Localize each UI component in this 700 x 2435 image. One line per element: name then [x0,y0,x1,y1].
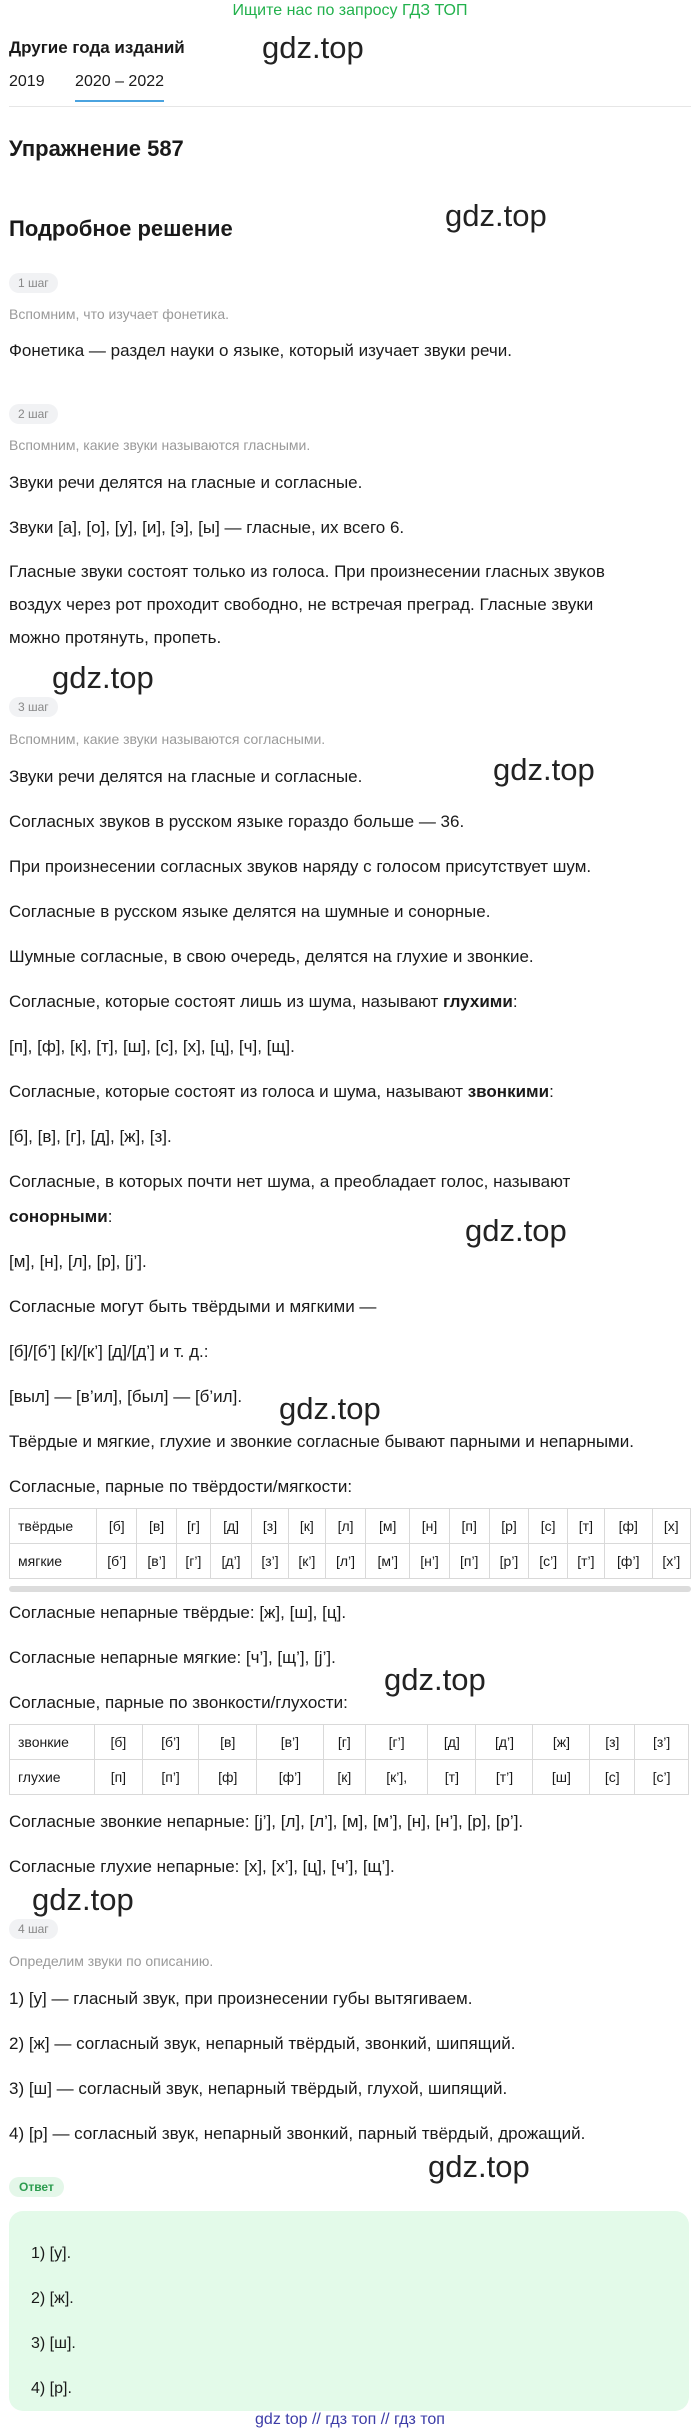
table-cell: [л’] [325,1544,366,1579]
table-cell: [б] [97,1509,137,1544]
step-hint: Определим звуки по описанию. [9,1953,214,1969]
table-cell: [м’] [366,1544,410,1579]
paragraph: Твёрдые и мягкие, глухие и звонкие согласные бывают парными и непарными. [9,1432,634,1451]
paragraph: [выл] — [в’ил], [был] — [б’ил]. [9,1387,243,1406]
year-tab-2019[interactable]: 2019 [9,73,45,90]
answer-box [9,2211,689,2411]
year-tabs [9,73,190,103]
paragraph: Гласные звуки состоят только из голоса. При произнесении гласных звуков воздух через рот проходит свободно, не встречая преград. Гласные звуки можно протянуть, пропеть. [9,562,605,647]
watermark: gdz.top [52,660,154,695]
table-cell: [с’] [529,1544,567,1579]
table-cell: [ш] [533,1760,590,1795]
table-cell: [з] [251,1509,288,1544]
table-cell: [р] [489,1509,529,1544]
table-cell: [т’] [567,1544,604,1579]
table-cell: [г] [323,1725,365,1760]
watermark: gdz.top [32,1882,134,1917]
paragraph-text: Согласные, которые состоят лишь из шума, называют [9,992,443,1011]
step-hint: Вспомним, что изучает фонетика. [9,306,229,322]
table-cell: [м] [366,1509,410,1544]
paragraph: [б], [в], [г], [д], [ж], [з]. [9,1127,172,1146]
exercise-title: Упражнение 587 [9,136,184,161]
table-cell: [ф’] [604,1544,652,1579]
footer-links[interactable]: gdz top // гдз топ // гдз топ [255,2411,445,2428]
paragraph: Согласные, парные по звонкости/глухости: [9,1693,348,1712]
table-cell: [п’] [142,1760,199,1795]
paragraph-text: Согласные, которые состоят из голоса и шума, называют [9,1082,468,1101]
paragraph: Звуки [а], [о], [у], [и], [э], [ы] — гласные, их всего 6. [9,518,405,537]
table-cell: [д] [428,1725,476,1760]
watermark: gdz.top [445,198,547,233]
table-cell: [к’] [289,1544,326,1579]
table-cell: [з’] [251,1544,288,1579]
paragraph: Согласные звонкие непарные: [j’], [л], [л’], [м], [м’], [н], [н’], [р], [р’]. [9,1812,524,1831]
paragraph: Согласные могут быть твёрдыми и мягкими — [9,1297,377,1316]
paragraph: Согласных звуков в русском языке гораздо больше — 36. [9,812,465,831]
paragraph: Согласные, парные по твёрдости/мягкости: [9,1477,353,1496]
list-item: 1) [у] — гласный звук, при произнесении губы вытягиваем. [9,1989,473,2008]
table-row-label: твёрдые [10,1509,97,1544]
answer-item: 3) [ш]. [31,2335,76,2352]
table-cell: [н] [410,1509,450,1544]
paragraph: Шумные согласные, в свою очередь, делятся на глухие и звонкие. [9,947,534,966]
table-cell: [с’] [635,1760,689,1795]
table-cell: [р’] [489,1544,529,1579]
table-cell: [к] [323,1760,365,1795]
watermark: gdz.top [465,1213,567,1248]
table-row-label: звонкие [10,1725,95,1760]
table-cell: [б] [95,1725,143,1760]
table-cell: [л] [325,1509,366,1544]
paragraph: Звуки речи делятся на гласные и согласные. [9,767,363,786]
term-voiced: звонкими [467,1082,550,1101]
table-cell: [в] [199,1725,257,1760]
watermark: gdz.top [262,30,364,65]
voiced-voiceless-table [9,1724,689,1795]
table-cell: [ф] [199,1760,257,1795]
other-years-title: Другие года изданий [9,38,185,57]
table-cell: [с] [529,1509,567,1544]
paragraph: Согласные непарные мягкие: [ч’], [щ’], [j’]. [9,1648,336,1667]
table-cell: [в] [137,1509,176,1544]
paragraph: [б]/[б’] [к]/[к’] [д]/[д’] и т. д.: [9,1342,209,1361]
list-item: 4) [р] — согласный звук, непарный звонкий, парный твёрдый, дрожащий. [9,2124,586,2143]
step-badge: 3 шаг [9,697,58,717]
table-scrollbar[interactable] [9,1586,691,1592]
paragraph [9,1082,554,1102]
table-row [10,1725,689,1760]
list-item: 2) [ж] — согласный звук, непарный твёрдый, звонкий, шипящий. [9,2034,516,2053]
list-item: 3) [ш] — согласный звук, непарный твёрдый, глухой, шипящий. [9,2079,508,2098]
term-sonorant: сонорными [9,1207,108,1226]
table-cell: [г’] [176,1544,211,1579]
table-cell: [ф] [604,1509,652,1544]
step-hint: Вспомним, какие звуки называются согласными. [9,731,326,747]
table-cell: [с] [590,1760,635,1795]
term-voiceless: глухими [443,992,513,1011]
table-cell: [к’], [366,1760,428,1795]
paragraph: [м], [н], [л], [р], [j’]. [9,1252,147,1271]
paragraph [9,1207,112,1227]
table-cell: [п] [95,1760,143,1795]
tabs-divider [9,106,691,107]
table-cell: [д’] [476,1725,533,1760]
paragraph: При произнесении согласных звуков наряду с голосом присутствует шум. [9,857,592,876]
table-cell: [г’] [366,1725,428,1760]
table-cell: [н’] [410,1544,450,1579]
answer-item: 2) [ж]. [31,2290,74,2307]
table-cell: [ф’] [257,1760,324,1795]
table-cell: [т] [428,1760,476,1795]
table-cell: [з’] [635,1725,689,1760]
table-cell: [х’] [652,1544,690,1579]
step-badge: 2 шаг [9,404,58,424]
table-cell: [т] [567,1509,604,1544]
solution-title: Подробное решение [9,216,233,241]
table-cell: [п] [449,1509,489,1544]
watermark: gdz.top [493,752,595,787]
watermark: gdz.top [279,1391,381,1426]
paragraph: Согласные глухие непарные: [х], [х’], [ц], [ч’], [щ’]. [9,1857,395,1876]
table-cell: [х] [652,1509,690,1544]
step-badge: 4 шаг [9,1919,58,1939]
table-row-label: глухие [10,1760,95,1795]
watermark: gdz.top [384,1662,486,1697]
answer-item: 4) [р]. [31,2380,72,2397]
paragraph: Согласные, в которых почти нет шума, а преобладает голос, называют [9,1172,571,1191]
table-cell: [ж] [533,1725,590,1760]
step-hint: Вспомним, какие звуки называются гласными. [9,437,311,453]
paragraph: Звуки речи делятся на гласные и согласные. [9,473,363,492]
table-cell: [б’] [97,1544,137,1579]
watermark: gdz.top [428,2149,530,2184]
table-cell: [п’] [449,1544,489,1579]
table-row [10,1509,691,1544]
table-row-label: мягкие [10,1544,97,1579]
paragraph-text: : [107,1207,113,1226]
top-banner: Ищите нас по запросу ГДЗ ТОП [232,2,468,19]
table-cell: [д] [211,1509,252,1544]
paragraph: Фонетика — раздел науки о языке, который изучает звуки речи. [9,341,512,360]
table-cell: [т’] [476,1760,533,1795]
table-cell: [д’] [211,1544,252,1579]
step-badge: 1 шаг [9,273,58,293]
paragraph: [п], [ф], [к], [т], [ш], [с], [х], [ц], [ч], [щ]. [9,1037,295,1056]
answer-badge: Ответ [9,2177,64,2197]
table-cell: [г] [176,1509,211,1544]
table-cell: [в’] [257,1725,324,1760]
paragraph-text: : [549,1082,554,1101]
table-cell: [б’] [142,1725,199,1760]
paragraph: Согласные в русском языке делятся на шумные и сонорные. [9,902,491,921]
table-cell: [к] [289,1509,326,1544]
paragraph [9,992,518,1012]
table-row [10,1760,689,1795]
year-tab-2020-2022[interactable]: 2020 – 2022 [75,73,164,102]
paragraph-text: : [512,992,518,1011]
table-cell: [в’] [137,1544,176,1579]
hard-soft-table [9,1508,691,1579]
table-row [10,1544,691,1579]
table-cell: [з] [590,1725,635,1760]
paragraph: Согласные непарные твёрдые: [ж], [ш], [ц]. [9,1603,347,1622]
answer-item: 1) [у]. [31,2245,72,2262]
